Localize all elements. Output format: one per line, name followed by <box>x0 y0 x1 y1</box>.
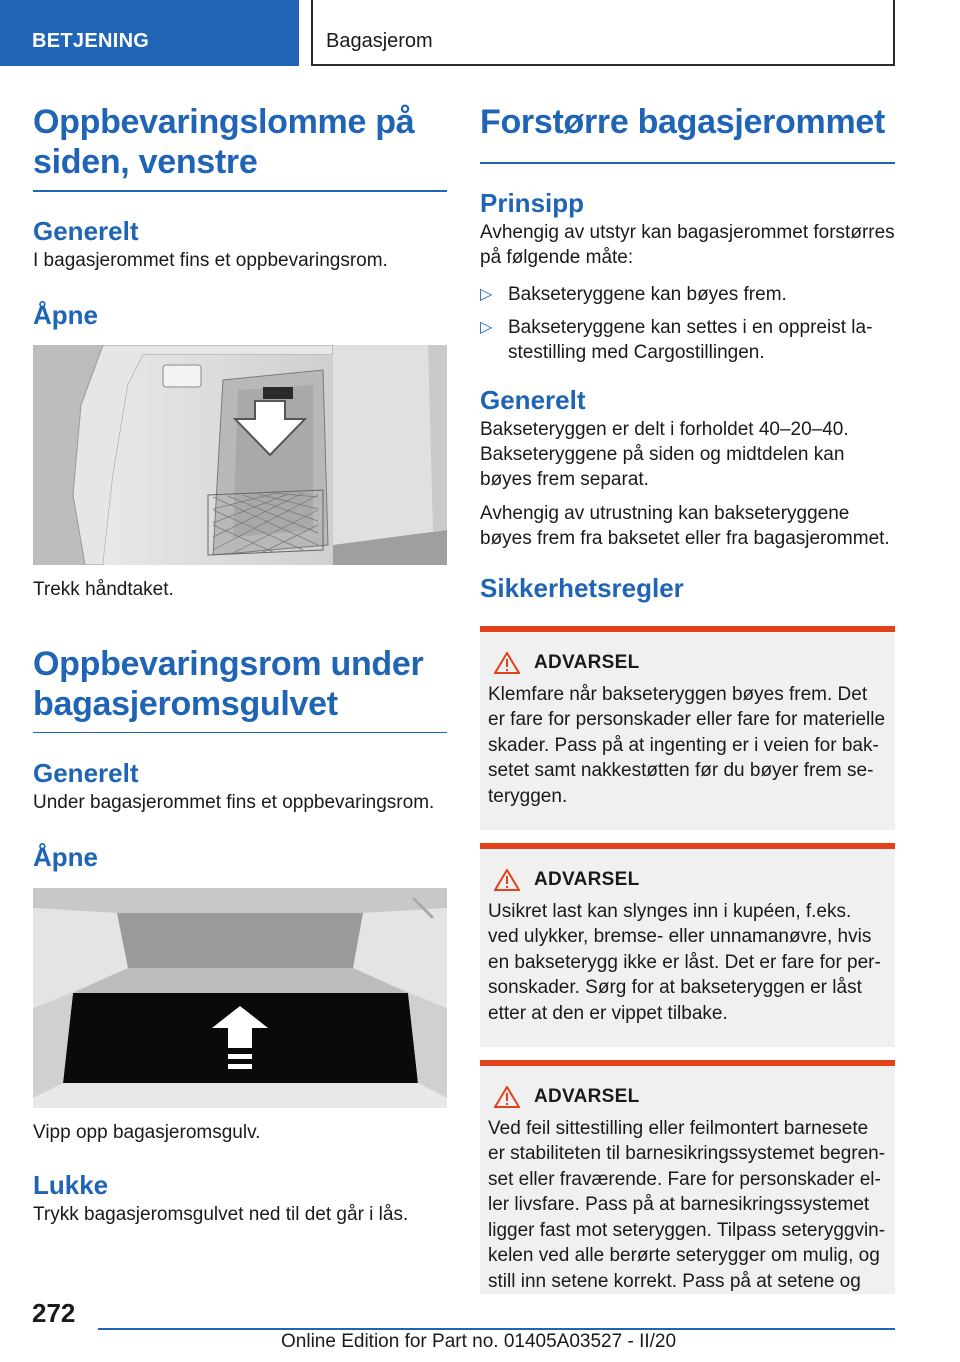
warning-label: ADVARSEL <box>534 868 640 890</box>
heading-rule <box>33 190 447 192</box>
list-item: ▷ Bakseteryggene kan settes i en oppreist lastestilling med Cargostillingen. <box>480 316 873 363</box>
paragraph-fold-options: Avhengig av utrustning kan bakseteryggene bøyes frem fra baksetet eller fra bagasjerommet. <box>480 502 890 549</box>
warning-box <box>480 1060 895 1294</box>
warning-box <box>480 626 895 830</box>
paragraph-split-ratio: Bakseteryggen er delt i forholdet 40–20–40. Bakseteryggene på siden og midtdelen kan bøyes frem separat. <box>480 418 849 490</box>
trunk-floor-image <box>33 888 447 1108</box>
paragraph-general: I bagasjerommet fins et oppbevaringsrom. <box>33 249 388 271</box>
chapter-title: Bagasjerom <box>326 30 433 52</box>
subheading-close: Lukke <box>33 1170 109 1200</box>
warning-triangle-icon <box>494 869 520 891</box>
section-tab <box>0 0 299 66</box>
page-number: 272 <box>32 1298 76 1328</box>
edition-note: Online Edition for Part no. 01405A03527 - II/20 <box>281 1331 677 1352</box>
heading-rule <box>33 732 447 734</box>
section-title: BETJENING <box>32 30 150 52</box>
side-pocket-image <box>33 345 447 565</box>
heading-rule <box>480 162 895 164</box>
paragraph-principle: Avhengig av utstyr kan bagasjerommet forstørres på følgende måte: <box>480 221 895 268</box>
caption-lift-floor: Vipp opp bagasjeromsgulv. <box>33 1122 261 1143</box>
warning-text: Klemfare når bakseteryggen bøyes frem. Det er fare for personskader eller fare for materielle skader. Pass på at ingenting er i veien for baksetet samt nakkestøtten før du bøyer frem seteryggen. <box>488 683 886 807</box>
subheading-open: Åpne <box>33 299 98 330</box>
warning-triangle-icon <box>494 1086 520 1108</box>
warning-text: Ved feil sittestilling eller feilmontert barnesete er stabiliteten til barnesikringssystemet begrenset eller fraværende. Fare for personskader eller livsfare. Pass på at barnesikringssystemet ligger fast mot seteryggen. Tilpass seteryggvinkelen ved alle berørte seterygger om mulig, og still inn setene korrekt. Pass på at setene og <box>488 1117 886 1293</box>
triangle-bullet-icon: ▷ <box>480 318 493 336</box>
subheading-safety: Sikkerhetsregler <box>480 572 684 603</box>
footer-rule <box>98 1328 895 1330</box>
warning-triangle-icon <box>494 652 520 674</box>
chapter-tab <box>311 0 895 66</box>
triangle-bullet-icon: ▷ <box>480 285 493 303</box>
subheading-general: Generelt <box>33 215 139 246</box>
option-list <box>480 282 895 365</box>
warning-label: ADVARSEL <box>534 1085 640 1107</box>
warning-text: Usikret last kan slynges inn i kupéen, f.eks. ved ulykker, bremse- eller unnamanøvre, hvis en bakseterygg ikke er låst. Det er fare for personskader. Sørg for at bakseteryggen er låst etter at den er vippet tilbake. <box>488 900 881 1024</box>
heading-side-pocket: Oppbevaringslomme på siden, venstre <box>33 103 415 181</box>
heading-enlarge-trunk: Forstørre bagasjerommet <box>480 103 886 141</box>
left-column <box>33 102 447 1227</box>
warning-box <box>480 843 895 1047</box>
right-column <box>480 102 895 1294</box>
heading-underfloor-storage: Oppbevaringsrom under bagasjeromsgulvet <box>33 644 424 723</box>
subheading-open: Åpne <box>33 842 98 872</box>
subheading-principle: Prinsipp <box>480 187 585 218</box>
warning-label: ADVARSEL <box>534 651 640 673</box>
list-item: ▷ Bakseteryggene kan bøyes frem. <box>480 283 787 305</box>
paragraph-close: Trykk bagasjeromsgulvet ned til det går i lås. <box>33 1204 409 1225</box>
paragraph-general: Under bagasjerommet fins et oppbevaringsrom. <box>33 792 435 813</box>
subheading-general: Generelt <box>480 384 586 415</box>
subheading-general: Generelt <box>33 758 139 788</box>
caption-pull-handle: Trekk håndtaket. <box>33 578 174 600</box>
